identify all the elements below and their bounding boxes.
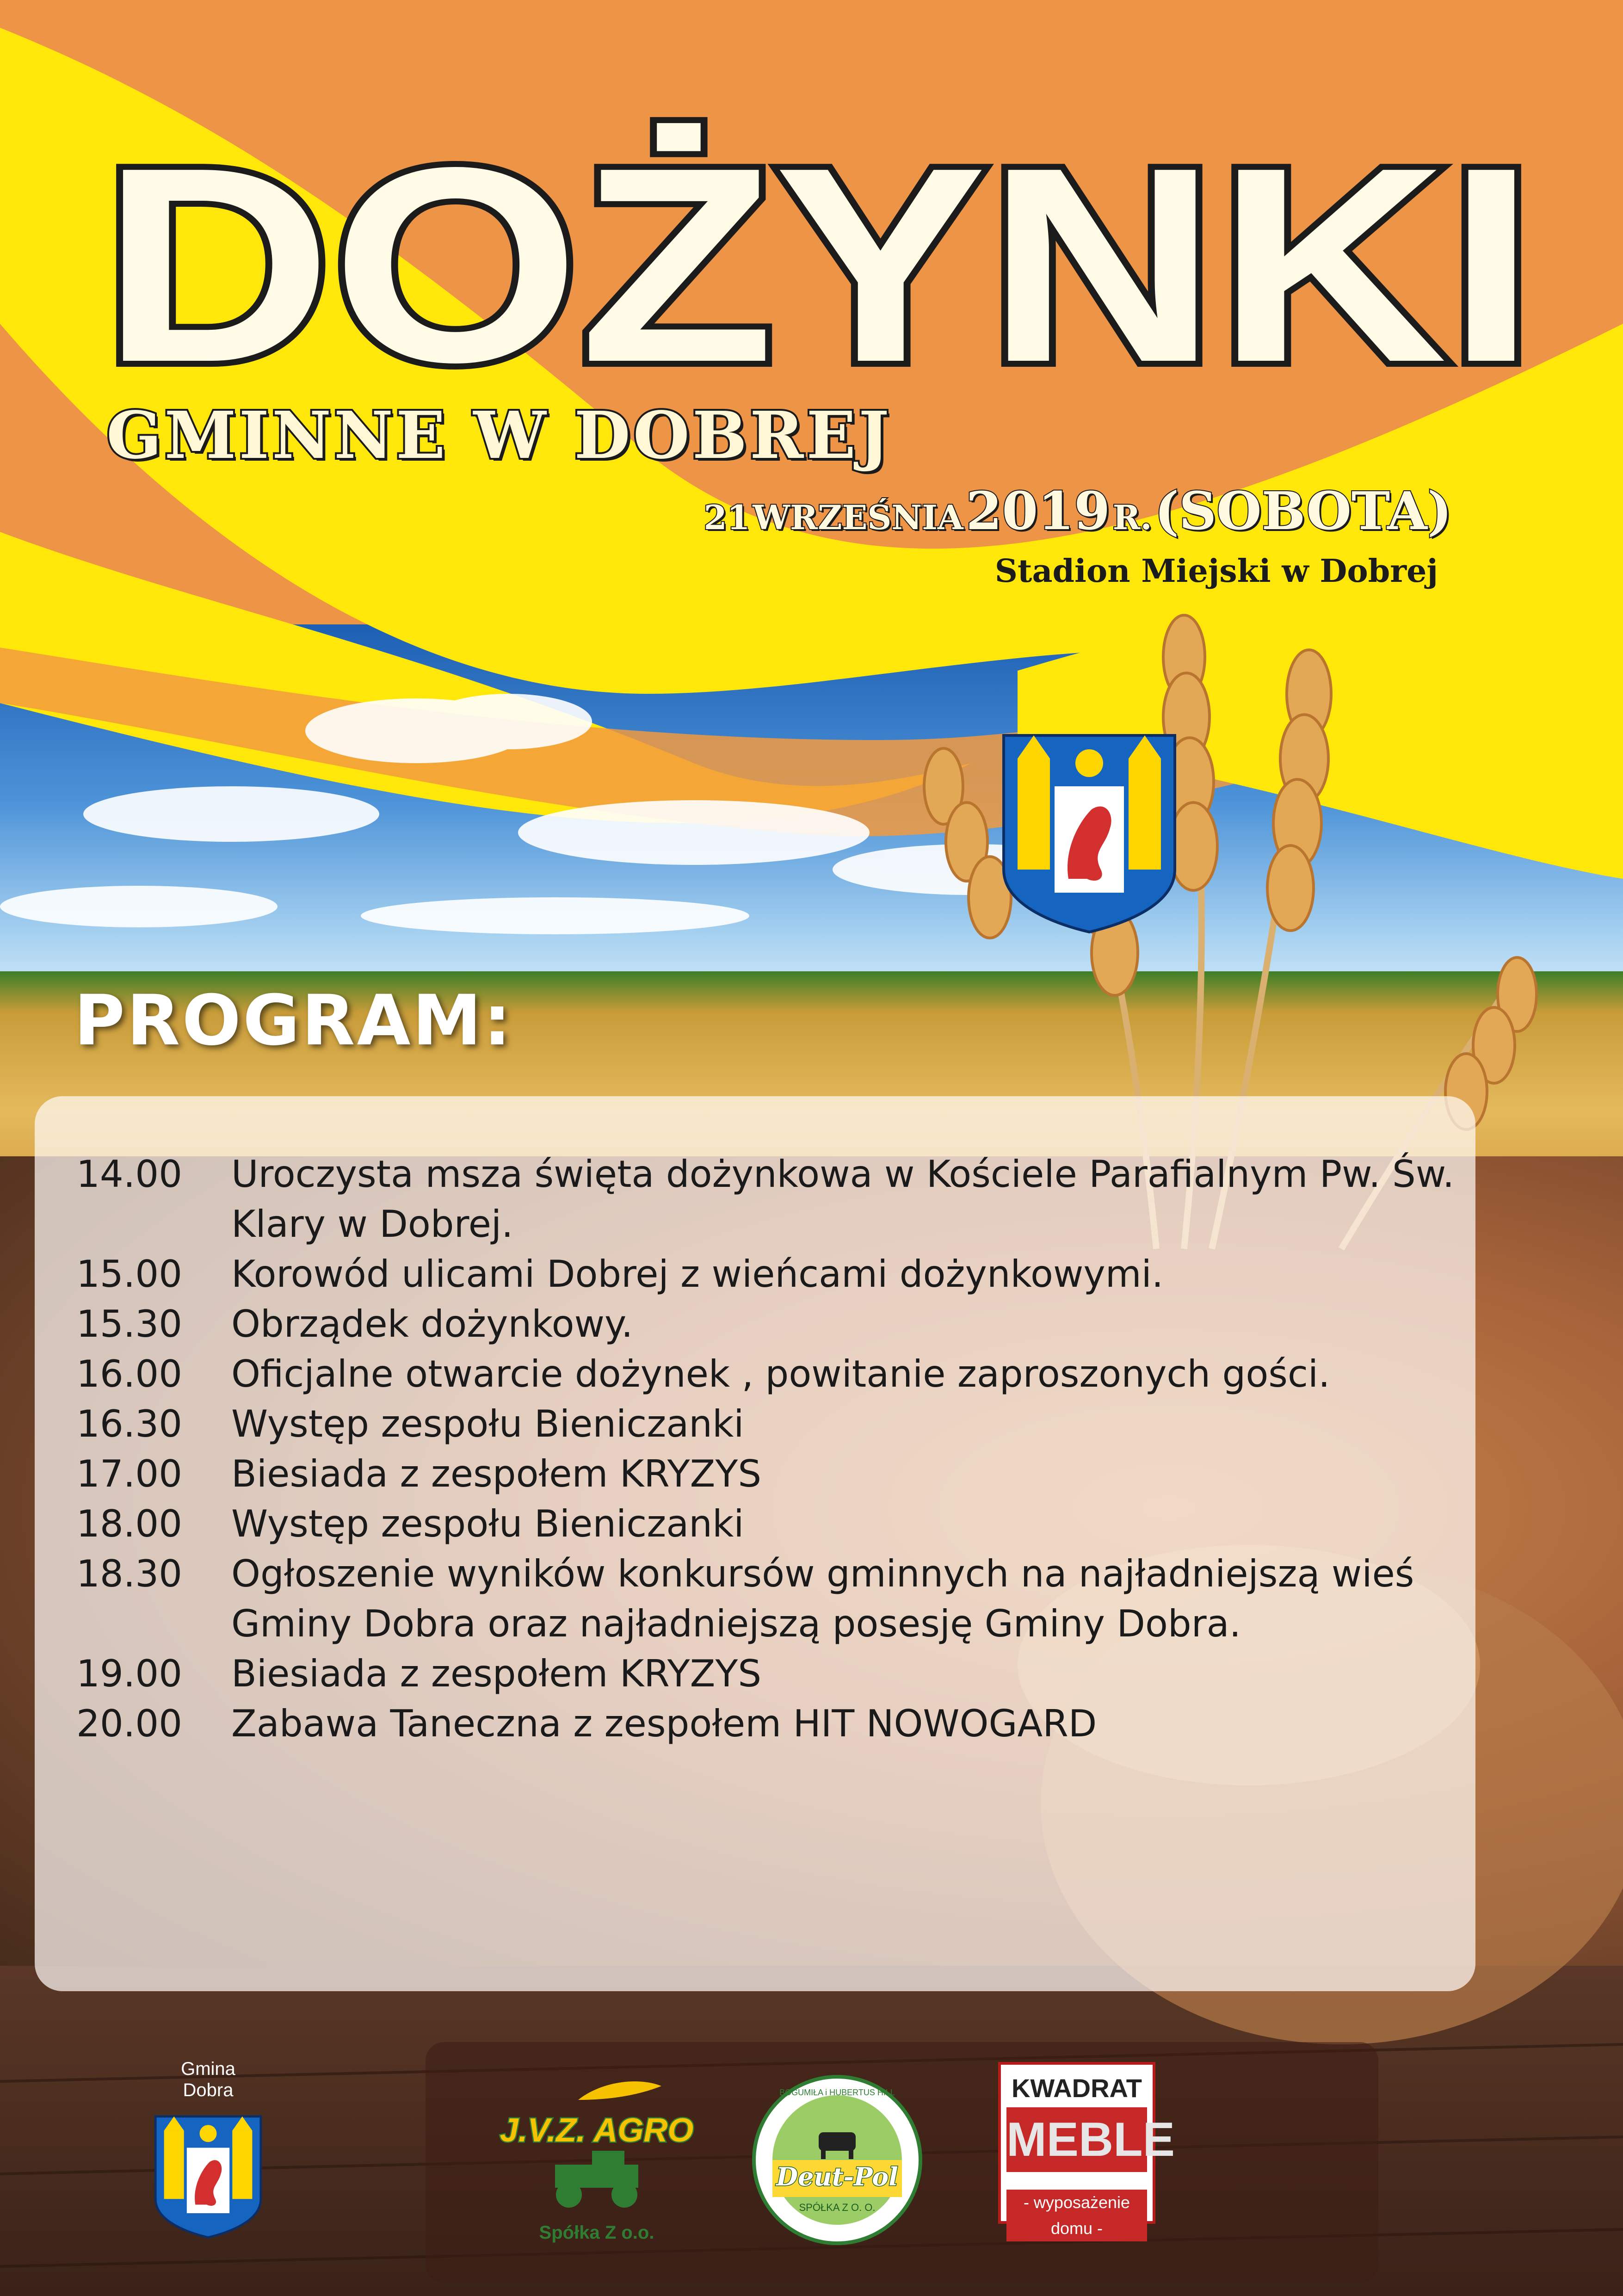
- schedule-time: 16.00: [76, 1352, 183, 1395]
- coat-of-arms-icon: [153, 2107, 264, 2246]
- gmina-label-line-2: Dobra: [183, 2080, 234, 2100]
- schedule-time: 15.00: [76, 1253, 183, 1296]
- schedule-item: [76, 1449, 1464, 1499]
- schedule-time: 18.00: [76, 1502, 183, 1545]
- schedule-item: [76, 1299, 1464, 1349]
- deut-pol-sub: SPÓŁKA Z O. O.: [799, 2202, 876, 2213]
- program-schedule: [76, 1149, 1464, 1749]
- schedule-event: Obrządek dożynkowy.: [231, 1302, 633, 1346]
- schedule-time: 20.00: [76, 1702, 183, 1745]
- date-suffix: R.: [1112, 498, 1152, 537]
- jvz-agro-sub: Spółka Z o.o.: [539, 2222, 654, 2243]
- gmina-label: [167, 2058, 250, 2101]
- schedule-time: 15.30: [76, 1302, 183, 1346]
- date-weekday: (SOBOTA): [1154, 481, 1452, 542]
- schedule-item: [76, 1499, 1464, 1549]
- schedule-item: [76, 1149, 1464, 1249]
- schedule-time: 16.30: [76, 1402, 183, 1445]
- schedule-time: 18.30: [76, 1552, 183, 1595]
- schedule-event: Uroczysta msza święta dożynkowa w Kościele Parafialnym Pw. Św. Klary w Dobrej.: [231, 1153, 1455, 1246]
- schedule-event: Biesiada z zespołem KRYZYS: [231, 1452, 762, 1495]
- schedule-item: [76, 1549, 1464, 1649]
- program-heading: PROGRAM:: [74, 981, 513, 1061]
- event-title: DOŻYNKI: [102, 110, 1536, 389]
- schedule-event: Korowód ulicami Dobrej z wieńcami dożynkowymi.: [231, 1253, 1164, 1296]
- tractor-icon: [555, 2151, 638, 2208]
- schedule-item: [76, 1249, 1464, 1299]
- date-year: 2019: [966, 481, 1111, 542]
- schedule-time: 14.00: [76, 1153, 183, 1196]
- schedule-time: 17.00: [76, 1452, 183, 1495]
- schedule-event: Ogłoszenie wyników konkursów gminnych na najładniejszą wieś Gminy Dobra oraz najładniejszą posesję Gminy Dobra.: [231, 1552, 1414, 1645]
- deut-pol-name: Deut-Pol: [776, 2162, 898, 2191]
- schedule-item: [76, 1399, 1464, 1449]
- date-day: 21: [704, 498, 750, 537]
- jvz-agro-name: J.V.Z. AGRO: [500, 2112, 694, 2149]
- schedule-event: Występ zespołu Bieniczanki: [231, 1502, 744, 1545]
- event-venue: Stadion Miejski w Dobrej: [994, 553, 1438, 590]
- kwadrat-title: KWADRAT: [1011, 2074, 1142, 2103]
- kwadrat-tagline: - wyposażenie domu -: [1006, 2190, 1147, 2241]
- date-month: WRZEŚNIA: [753, 498, 963, 537]
- deut-pol-arc: BOGUMIŁA i HUBERTUS HILL: [779, 2088, 895, 2097]
- schedule-item: [76, 1649, 1464, 1699]
- title-graphic: [93, 102, 1573, 389]
- jvz-agro-logo: [486, 2072, 708, 2253]
- schedule-event: Oficjalne otwarcie dożynek , powitanie zaproszonych gości.: [231, 1352, 1330, 1395]
- schedule-time: 19.00: [76, 1652, 183, 1695]
- schedule-event: Zabawa Taneczna z zespołem HIT NOWOGARD: [231, 1702, 1097, 1745]
- deut-pol-logo: [749, 2072, 925, 2248]
- kwadrat-meble: MEBLE: [1006, 2107, 1147, 2172]
- schedule-event: Biesiada z zespołem KRYZYS: [231, 1652, 762, 1695]
- gmina-label-line-1: Gmina: [181, 2059, 235, 2079]
- schedule-item: [76, 1349, 1464, 1399]
- event-date: [704, 481, 1452, 542]
- schedule-event: Występ zespołu Bieniczanki: [231, 1402, 744, 1445]
- schedule-item: [76, 1699, 1464, 1749]
- coat-of-arms-icon: [999, 731, 1179, 934]
- kwadrat-meble-logo: [998, 2062, 1175, 2238]
- event-subtitle: GMINNE W DOBREJ: [106, 398, 892, 474]
